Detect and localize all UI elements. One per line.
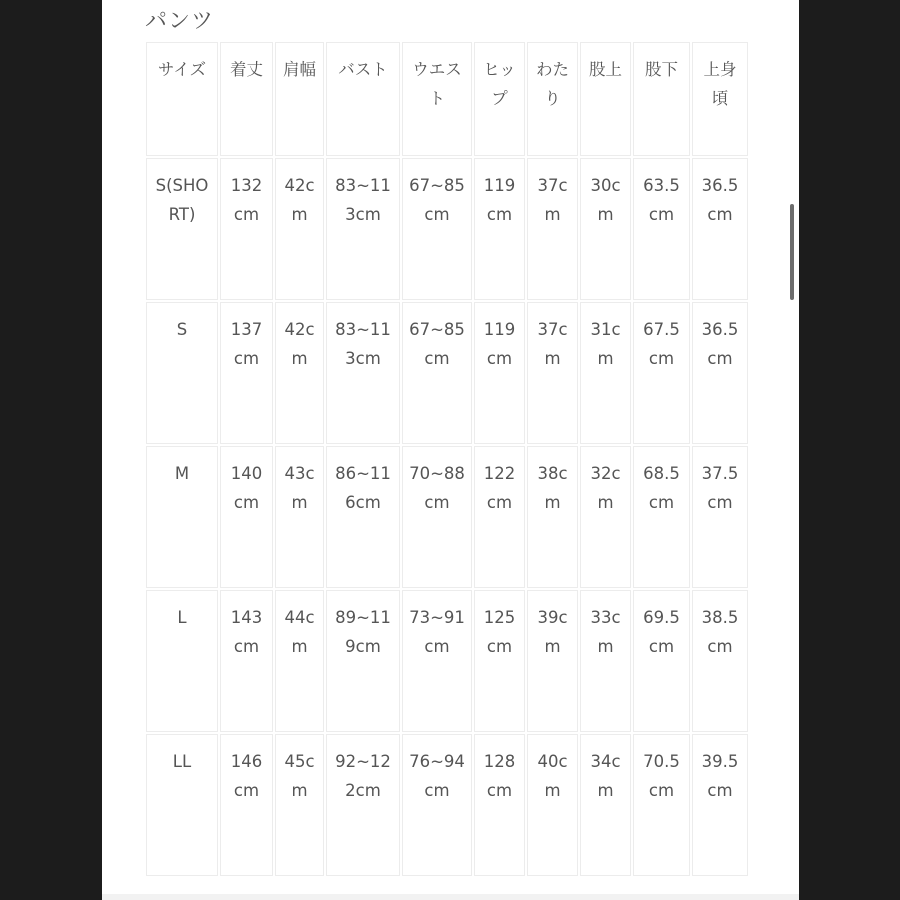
table-cell: 70.5cm — [633, 734, 690, 876]
table-cell: 89~119cm — [326, 590, 400, 732]
table-cell: 70~88cm — [402, 446, 472, 588]
header-hip: ヒップ — [474, 42, 525, 156]
table-cell: 42cm — [275, 302, 324, 444]
table-cell: 36.5cm — [692, 302, 748, 444]
table-cell: 83~113cm — [326, 158, 400, 300]
header-thigh: わたり — [527, 42, 578, 156]
size-chart-table — [144, 40, 750, 878]
table-cell: 39cm — [527, 590, 578, 732]
table-cell: 125cm — [474, 590, 525, 732]
table-cell: 30cm — [580, 158, 631, 300]
table-cell: 119cm — [474, 302, 525, 444]
header-length: 着丈 — [220, 42, 273, 156]
table-cell: 92~122cm — [326, 734, 400, 876]
table-cell: M — [146, 446, 218, 588]
table-cell: 122cm — [474, 446, 525, 588]
table-cell: 37cm — [527, 158, 578, 300]
table-row — [146, 302, 748, 444]
table-cell: 137cm — [220, 302, 273, 444]
document-page — [102, 0, 799, 900]
table-cell: 143cm — [220, 590, 273, 732]
header-bust: バスト — [326, 42, 400, 156]
table-cell: 45cm — [275, 734, 324, 876]
header-shoulder: 肩幅 — [275, 42, 324, 156]
table-cell: 42cm — [275, 158, 324, 300]
table-row — [146, 734, 748, 876]
header-bodice: 上身頃 — [692, 42, 748, 156]
table-row — [146, 590, 748, 732]
table-cell: 38cm — [527, 446, 578, 588]
table-cell: 69.5cm — [633, 590, 690, 732]
table-cell: 34cm — [580, 734, 631, 876]
table-cell: 128cm — [474, 734, 525, 876]
table-cell: 67~85cm — [402, 302, 472, 444]
table-cell: 44cm — [275, 590, 324, 732]
table-cell: 86~116cm — [326, 446, 400, 588]
table-cell: 36.5cm — [692, 158, 748, 300]
page-bottom-edge — [102, 894, 799, 900]
table-cell: LL — [146, 734, 218, 876]
table-cell: 146cm — [220, 734, 273, 876]
table-cell: S(SHORT) — [146, 158, 218, 300]
table-cell: 132cm — [220, 158, 273, 300]
table-cell: 39.5cm — [692, 734, 748, 876]
table-cell: 67.5cm — [633, 302, 690, 444]
table-cell: S — [146, 302, 218, 444]
table-cell: 43cm — [275, 446, 324, 588]
table-cell: 76~94cm — [402, 734, 472, 876]
table-cell: 119cm — [474, 158, 525, 300]
table-cell: 37cm — [527, 302, 578, 444]
table-cell: 32cm — [580, 446, 631, 588]
table-cell: 37.5cm — [692, 446, 748, 588]
header-inseam: 股下 — [633, 42, 690, 156]
table-cell: 38.5cm — [692, 590, 748, 732]
table-cell: 73~91cm — [402, 590, 472, 732]
table-row — [146, 158, 748, 300]
table-cell: L — [146, 590, 218, 732]
table-cell: 40cm — [527, 734, 578, 876]
table-cell: 140cm — [220, 446, 273, 588]
section-title: パンツ — [145, 9, 215, 34]
table-cell: 33cm — [580, 590, 631, 732]
table-cell: 31cm — [580, 302, 631, 444]
vertical-scrollbar[interactable] — [790, 204, 794, 300]
table-cell: 68.5cm — [633, 446, 690, 588]
header-rise: 股上 — [580, 42, 631, 156]
table-header-row — [146, 42, 748, 156]
table-cell: 67~85cm — [402, 158, 472, 300]
table-cell: 83~113cm — [326, 302, 400, 444]
header-size: サイズ — [146, 42, 218, 156]
table-row — [146, 446, 748, 588]
table-cell: 63.5cm — [633, 158, 690, 300]
header-waist: ウエスト — [402, 42, 472, 156]
